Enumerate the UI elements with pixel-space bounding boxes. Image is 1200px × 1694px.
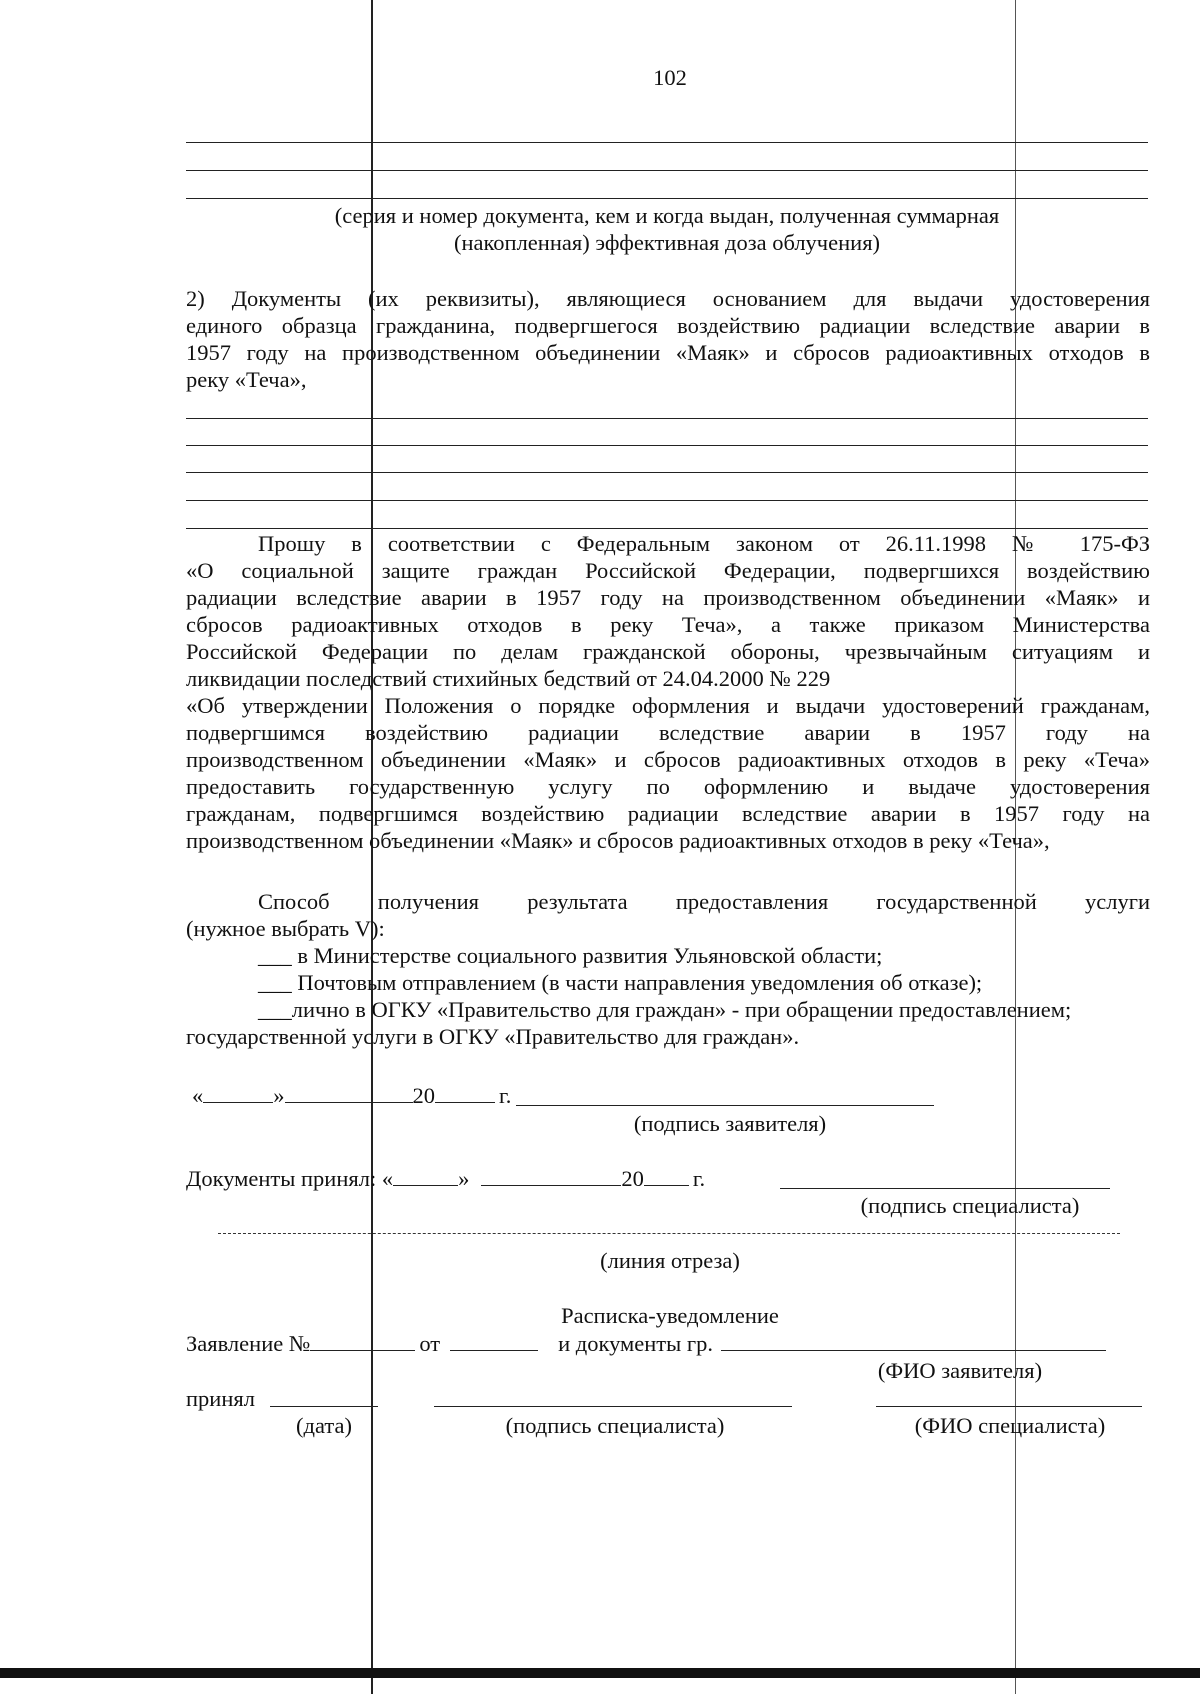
cut-line-caption: (линия отреза)	[600, 1248, 740, 1273]
applicant-signature-field[interactable]	[516, 1105, 934, 1106]
fill-line	[186, 198, 1148, 199]
request-line: предоставить государственную услугу по оформлению и выдаче удостоверения	[186, 774, 1150, 799]
request-line: радиации вследствие аварии в 1957 году на производственном объединении «Маяк» и	[186, 585, 1150, 610]
receipt-title: Расписка-уведомление	[561, 1303, 779, 1328]
fill-line	[186, 528, 1148, 529]
application-label: Заявление №	[186, 1331, 311, 1356]
applicant-signature-caption: (подпись заявителя)	[633, 1111, 827, 1136]
method-line: Способ получения результата предоставления государственной услуги	[258, 889, 1150, 914]
year-field[interactable]	[435, 1082, 495, 1103]
month-field[interactable]	[285, 1082, 413, 1103]
receipt-specialist-field[interactable]	[876, 1406, 1142, 1407]
documents-item-line: реку «Теча»,	[186, 367, 307, 392]
accepted-month-field-ext[interactable]	[481, 1165, 621, 1186]
method-option[interactable]: ___лично в ОГКУ «Правительство для граждан» - при обращении предоставлением;	[258, 997, 1072, 1022]
request-line: ликвидации последствий стихийных бедствий от 24.04.2000 № 229	[186, 666, 831, 691]
accepted-by-label: принял	[186, 1386, 255, 1411]
document-caption-line: (серия и номер документа, кем и когда выдан, полученная суммарная	[334, 203, 1000, 228]
accepted-year-field[interactable]	[644, 1165, 689, 1186]
receipt-date-field[interactable]	[270, 1406, 378, 1407]
cut-line	[218, 1233, 1120, 1234]
fill-line	[186, 500, 1148, 501]
fill-line	[186, 472, 1148, 473]
accepted-line	[186, 1165, 705, 1192]
documents-item-line: единого образца гражданина, подвергшегося воздействию радиации вследствие аварии в	[186, 313, 1150, 338]
fill-line	[186, 170, 1148, 171]
documents-item-line: 2) Документы (их реквизиты), являющиеся основанием для выдачи удостоверения	[186, 286, 1150, 311]
day-field[interactable]	[203, 1082, 273, 1103]
documents-item	[186, 285, 1150, 393]
close-quote: »	[458, 1166, 470, 1191]
documents-item-line: 1957 году на производственном объединении «Маяк» и сбросов радиоактивных отходов в	[186, 340, 1150, 365]
request-line: «О социальной защите граждан Российской Федерации, подвергшихся воздействию	[186, 558, 1150, 583]
method-continuation: государственной услуги в ОГКУ «Правительство для граждан».	[186, 1024, 800, 1049]
document-caption	[186, 202, 1148, 256]
documents-label: и документы гр.	[558, 1331, 713, 1356]
close-quote: »	[273, 1083, 285, 1108]
year-prefix: 20	[412, 1083, 435, 1108]
request-line: «Об утверждении Положения о порядке оформления и выдачи удостоверений гражданам,	[186, 693, 1150, 718]
year-prefix: 20	[621, 1166, 644, 1191]
specialist-signature-field[interactable]	[780, 1188, 1110, 1189]
request-line: производственном объединении «Маяк» и сбросов радиоактивных отходов в реку «Теча»,	[186, 828, 1050, 853]
application-number-field[interactable]	[310, 1330, 415, 1351]
receipt-signature-caption: (подпись специалиста)	[505, 1413, 725, 1438]
receipt-signature-field[interactable]	[434, 1406, 792, 1407]
from-label: от	[419, 1331, 441, 1356]
method-line: (нужное выбрать V):	[186, 916, 385, 941]
fill-line	[186, 418, 1148, 419]
receipt-date-caption: (дата)	[296, 1413, 352, 1438]
applicant-date-line	[192, 1082, 511, 1109]
method-option[interactable]: ___ Почтовым отправлением (в части направления уведомления об отказе);	[258, 970, 983, 995]
accepted-day-field[interactable]	[393, 1165, 458, 1186]
receipt-specialist-caption: (ФИО специалиста)	[914, 1413, 1106, 1438]
request-line: производственном объединении «Маяк» и сбросов радиоактивных отходов в реку «Теча»	[186, 747, 1150, 772]
method-section	[186, 888, 1150, 1050]
request-paragraph	[186, 530, 1150, 854]
fill-line	[186, 142, 1148, 143]
applicant-name-field[interactable]	[721, 1330, 1106, 1351]
year-suffix: г.	[692, 1166, 706, 1191]
request-line: сбросов радиоактивных отходов в реку Теча», а также приказом Министерства	[186, 612, 1150, 637]
document-caption-line: (накопленная) эффективная доза облучения)	[453, 230, 881, 255]
method-option[interactable]: ___ в Министерстве социального развития Ульяновской области;	[258, 943, 883, 968]
scan-bottom-edge	[0, 1668, 1200, 1678]
open-quote: «	[192, 1083, 204, 1108]
request-line: Прошу в соответствии с Федеральным законом от 26.11.1998 № 175-ФЗ	[258, 531, 1150, 556]
request-line: Российской Федерации по делам гражданской обороны, чрезвычайным ситуациям и	[186, 639, 1150, 664]
fill-line	[186, 445, 1148, 446]
receipt-application-line	[186, 1330, 1106, 1357]
applicant-name-caption: (ФИО заявителя)	[877, 1358, 1043, 1383]
year-suffix: г.	[499, 1083, 512, 1108]
accepted-caption: (подпись специалиста)	[860, 1193, 1080, 1218]
request-line: подвергшимся воздействию радиации вследствие аварии в 1957 году на	[186, 720, 1150, 745]
accepted-label: Документы принял: «	[186, 1166, 394, 1191]
request-line: гражданам, подвергшимся воздействию радиации вследствие аварии в 1957 году на	[186, 801, 1150, 826]
page-number: 102	[653, 65, 687, 90]
application-date-field[interactable]	[450, 1330, 538, 1351]
